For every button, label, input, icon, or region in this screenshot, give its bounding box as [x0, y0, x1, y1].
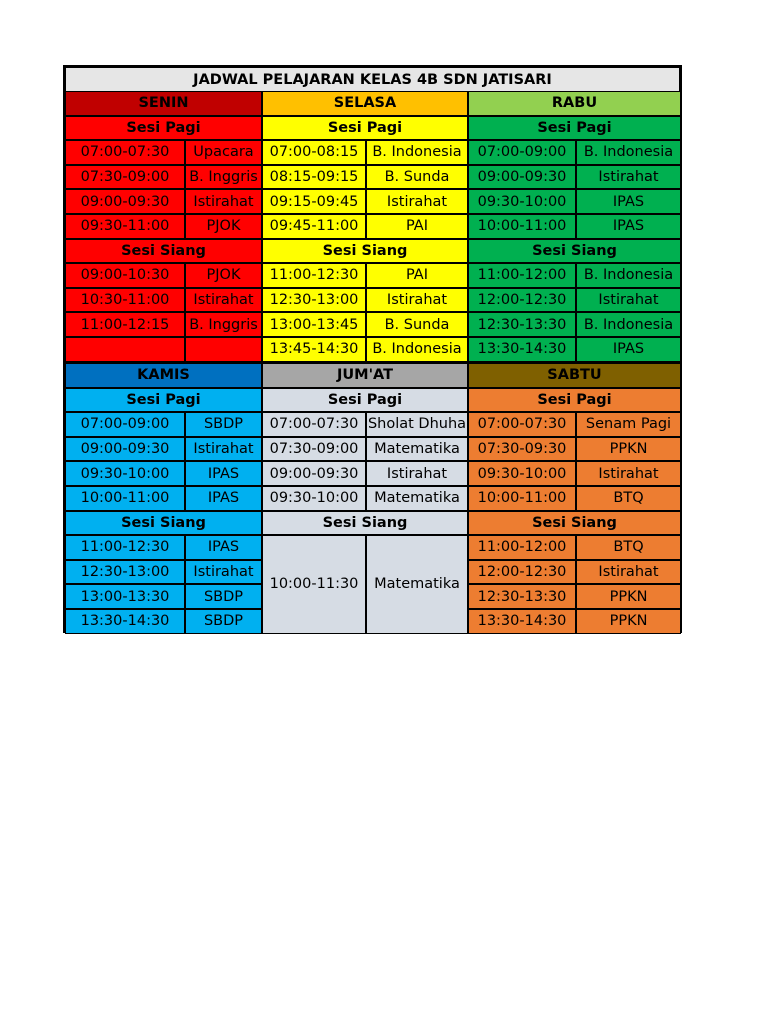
time-cell: 12:30-13:00: [65, 560, 185, 585]
subject-cell: PPKN: [576, 609, 681, 634]
subject-cell: Istirahat: [576, 165, 681, 190]
time-cell: 07:00-07:30: [468, 412, 576, 437]
subject-cell: Istirahat: [576, 288, 681, 313]
time-cell: 12:30-13:00: [262, 288, 366, 313]
time-cell: 09:45-11:00: [262, 214, 366, 239]
subject-cell: IPAS: [185, 486, 262, 511]
time-cell-merged: 10:00-11:30: [262, 535, 366, 633]
subject-cell: Istirahat: [366, 189, 468, 214]
subject-cell: IPAS: [185, 461, 262, 486]
session-label-pagi: Sesi Pagi: [468, 388, 681, 413]
session-label-pagi: Sesi Pagi: [65, 116, 262, 141]
subject-cell: B. Indonesia: [366, 337, 468, 362]
session-label-pagi: Sesi Pagi: [468, 116, 681, 141]
time-cell: 09:00-09:30: [262, 461, 366, 486]
time-cell: 07:30-09:30: [468, 437, 576, 462]
subject-cell: PAI: [366, 263, 468, 288]
subject-cell: Istirahat: [185, 437, 262, 462]
time-cell: 09:30-11:00: [65, 214, 185, 239]
day-header-rabu: RABU: [468, 91, 681, 116]
time-cell: 09:15-09:45: [262, 189, 366, 214]
subject-cell: IPAS: [576, 214, 681, 239]
subject-cell: B. Indonesia: [576, 263, 681, 288]
subject-cell: PPKN: [576, 437, 681, 462]
day-header-sabtu: SABTU: [468, 363, 681, 388]
time-cell: 10:30-11:00: [65, 288, 185, 313]
subject-cell: IPAS: [576, 189, 681, 214]
day-header-senin: SENIN: [65, 91, 262, 116]
time-cell: 12:30-13:30: [468, 584, 576, 609]
subject-cell: Istirahat: [185, 189, 262, 214]
time-cell: 13:30-14:30: [468, 337, 576, 362]
time-cell: 10:00-11:00: [468, 486, 576, 511]
subject-cell: Senam Pagi: [576, 412, 681, 437]
subject-cell: SBDP: [185, 412, 262, 437]
subject-cell: BTQ: [576, 486, 681, 511]
session-label-pagi: Sesi Pagi: [262, 116, 468, 141]
day-header-kamis: KAMIS: [65, 363, 262, 388]
time-cell: 09:30-10:00: [262, 486, 366, 511]
subject-cell: Istirahat: [576, 461, 681, 486]
subject-cell: Sholat Dhuha: [366, 412, 468, 437]
subject-cell: PAI: [366, 214, 468, 239]
time-cell: 07:00-07:30: [262, 412, 366, 437]
time-cell: 11:00-12:00: [468, 535, 576, 560]
time-cell: [65, 337, 185, 362]
time-cell: 07:30-09:00: [262, 437, 366, 462]
subject-cell: SBDP: [185, 609, 262, 634]
time-cell: 09:30-10:00: [468, 461, 576, 486]
time-cell: 09:30-10:00: [468, 189, 576, 214]
time-cell: 12:30-13:30: [468, 312, 576, 337]
time-cell: 13:45-14:30: [262, 337, 366, 362]
subject-cell: Istirahat: [576, 560, 681, 585]
time-cell: 12:00-12:30: [468, 560, 576, 585]
subject-cell: B. Inggris: [185, 312, 262, 337]
session-label-siang: Sesi Siang: [468, 511, 681, 536]
subject-cell: PPKN: [576, 584, 681, 609]
session-label-siang: Sesi Siang: [468, 239, 681, 264]
session-label-siang: Sesi Siang: [65, 511, 262, 536]
subject-cell: PJOK: [185, 263, 262, 288]
subject-cell: Istirahat: [366, 461, 468, 486]
session-label-pagi: Sesi Pagi: [262, 388, 468, 413]
subject-cell: IPAS: [576, 337, 681, 362]
day-header-selasa: SELASA: [262, 91, 468, 116]
time-cell: 11:00-12:15: [65, 312, 185, 337]
time-cell: 13:00-13:45: [262, 312, 366, 337]
time-cell: 09:00-09:30: [65, 189, 185, 214]
time-cell: 09:30-10:00: [65, 461, 185, 486]
session-label-siang: Sesi Siang: [65, 239, 262, 264]
time-cell: 07:00-08:15: [262, 140, 366, 165]
time-cell: 13:30-14:30: [65, 609, 185, 634]
subject-cell: B. Inggris: [185, 165, 262, 190]
time-cell: 09:00-09:30: [65, 437, 185, 462]
time-cell: 12:00-12:30: [468, 288, 576, 313]
time-cell: 09:00-10:30: [65, 263, 185, 288]
time-cell: 10:00-11:00: [468, 214, 576, 239]
subject-cell: B. Indonesia: [576, 312, 681, 337]
subject-cell: B. Sunda: [366, 165, 468, 190]
time-cell: 11:00-12:00: [468, 263, 576, 288]
subject-cell-merged: Matematika: [366, 535, 468, 633]
subject-cell: Upacara: [185, 140, 262, 165]
session-label-pagi: Sesi Pagi: [65, 388, 262, 413]
day-header-jumat: JUM'AT: [262, 363, 468, 388]
time-cell: 07:00-09:00: [468, 140, 576, 165]
schedule-table: [63, 65, 682, 633]
time-cell: 07:00-07:30: [65, 140, 185, 165]
subject-cell: Istirahat: [185, 560, 262, 585]
time-cell: 07:00-09:00: [65, 412, 185, 437]
time-cell: 11:00-12:30: [65, 535, 185, 560]
time-cell: 10:00-11:00: [65, 486, 185, 511]
subject-cell: B. Indonesia: [576, 140, 681, 165]
time-cell: 07:30-09:00: [65, 165, 185, 190]
subject-cell: Istirahat: [185, 288, 262, 313]
time-cell: 13:30-14:30: [468, 609, 576, 634]
subject-cell: PJOK: [185, 214, 262, 239]
time-cell: 08:15-09:15: [262, 165, 366, 190]
time-cell: 13:00-13:30: [65, 584, 185, 609]
subject-cell: [185, 337, 262, 362]
subject-cell: Matematika: [366, 486, 468, 511]
subject-cell: Istirahat: [366, 288, 468, 313]
subject-cell: BTQ: [576, 535, 681, 560]
subject-cell: SBDP: [185, 584, 262, 609]
subject-cell: B. Indonesia: [366, 140, 468, 165]
time-cell: 09:00-09:30: [468, 165, 576, 190]
time-cell: 11:00-12:30: [262, 263, 366, 288]
session-label-siang: Sesi Siang: [262, 511, 468, 536]
subject-cell: IPAS: [185, 535, 262, 560]
subject-cell: Matematika: [366, 437, 468, 462]
session-label-siang: Sesi Siang: [262, 239, 468, 264]
subject-cell: B. Sunda: [366, 312, 468, 337]
table-title: JADWAL PELAJARAN KELAS 4B SDN JATISARI: [65, 67, 680, 92]
